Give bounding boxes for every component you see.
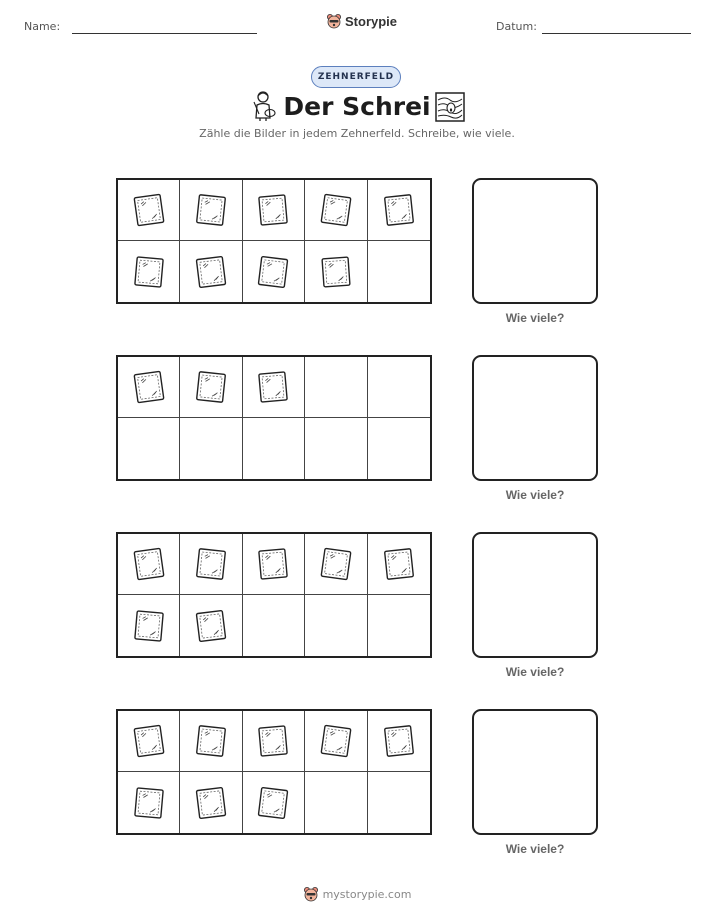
instructions: Zähle die Bilder in jedem Zehnerfeld. Schreibe, wie viele. <box>199 127 515 140</box>
ten-frame-cell <box>243 534 305 595</box>
canvas-icon <box>194 723 228 759</box>
answer-box[interactable] <box>472 355 598 481</box>
ten-frame-cell <box>180 772 242 833</box>
ten-frame-cell <box>180 711 242 772</box>
ten-frame-cell <box>305 357 367 418</box>
canvas-icon <box>194 369 228 405</box>
bear-mascot-icon <box>303 886 319 902</box>
ten-frame-cell <box>305 418 367 479</box>
ten-frame-cell <box>368 180 430 241</box>
canvas-icon <box>256 723 290 759</box>
ten-frame-cell <box>243 711 305 772</box>
ten-frame-cell <box>118 357 180 418</box>
canvas-icon <box>132 608 166 644</box>
canvas-icon <box>256 254 290 290</box>
canvas-icon <box>132 192 166 228</box>
date-label: Datum: <box>496 20 537 33</box>
canvas-icon <box>256 546 290 582</box>
ten-frame-cell <box>180 595 242 656</box>
canvas-icon <box>319 546 353 582</box>
bear-mascot-icon <box>326 13 342 29</box>
canvas-icon <box>132 546 166 582</box>
canvas-icon <box>319 254 353 290</box>
ten-frame-cell <box>243 418 305 479</box>
scream-painting-icon <box>435 92 465 122</box>
count-prompt: Wie viele? <box>505 665 565 679</box>
ten-frame-cell <box>305 534 367 595</box>
ten-frame-cell <box>118 241 180 302</box>
ten-frame-cell <box>368 418 430 479</box>
canvas-icon <box>194 546 228 582</box>
canvas-icon <box>256 369 290 405</box>
worksheet-type-badge: ZEHNERFELD <box>311 66 401 88</box>
ten-frame-cell <box>118 180 180 241</box>
ten-frame <box>116 355 432 481</box>
answer-box[interactable] <box>472 709 598 835</box>
canvas-icon <box>382 192 416 228</box>
ten-frame <box>116 709 432 835</box>
worksheet-title: Der Schrei <box>283 92 431 121</box>
ten-frame-cell <box>243 595 305 656</box>
count-prompt: Wie viele? <box>505 842 565 856</box>
ten-frame-cell <box>368 595 430 656</box>
ten-frame-cell <box>305 595 367 656</box>
ten-frame-cell <box>180 180 242 241</box>
ten-frame-cell <box>305 180 367 241</box>
ten-frame-cell <box>118 772 180 833</box>
canvas-icon <box>194 608 228 644</box>
ten-frame-cell <box>180 357 242 418</box>
storypie-logo <box>326 13 397 29</box>
ten-frame-cell <box>368 241 430 302</box>
canvas-icon <box>256 192 290 228</box>
ten-frame-cell <box>180 534 242 595</box>
brand-name: Storypie <box>345 13 398 29</box>
canvas-icon <box>382 546 416 582</box>
ten-frame <box>116 178 432 304</box>
ten-frame-cell <box>368 772 430 833</box>
painter-icon <box>250 90 276 122</box>
ten-frame-cell <box>243 357 305 418</box>
canvas-icon <box>132 785 166 821</box>
canvas-icon <box>382 723 416 759</box>
ten-frame-cell <box>305 241 367 302</box>
canvas-icon <box>194 192 228 228</box>
footer <box>0 886 714 902</box>
canvas-icon <box>194 785 228 821</box>
canvas-icon <box>132 369 166 405</box>
name-label: Name: <box>24 20 61 33</box>
count-prompt: Wie viele? <box>505 488 565 502</box>
ten-frame-cell <box>118 595 180 656</box>
ten-frame-cell <box>368 711 430 772</box>
name-line[interactable] <box>72 33 257 34</box>
ten-frame-cell <box>243 180 305 241</box>
count-prompt: Wie viele? <box>505 311 565 325</box>
canvas-icon <box>319 723 353 759</box>
answer-box[interactable] <box>472 178 598 304</box>
ten-frame-cell <box>243 772 305 833</box>
canvas-icon <box>319 192 353 228</box>
ten-frame-cell <box>118 534 180 595</box>
answer-box[interactable] <box>472 532 598 658</box>
footer-url: mystorypie.com <box>322 887 412 901</box>
ten-frame-cell <box>180 418 242 479</box>
ten-frame-cell <box>368 357 430 418</box>
ten-frame-cell <box>118 711 180 772</box>
ten-frame-cell <box>305 711 367 772</box>
ten-frame <box>116 532 432 658</box>
ten-frame-cell <box>118 418 180 479</box>
ten-frame-cell <box>180 241 242 302</box>
canvas-icon <box>132 723 166 759</box>
ten-frame-cell <box>305 772 367 833</box>
ten-frame-cell <box>243 241 305 302</box>
canvas-icon <box>132 254 166 290</box>
canvas-icon <box>194 254 228 290</box>
ten-frame-cell <box>368 534 430 595</box>
date-line[interactable] <box>542 33 691 34</box>
canvas-icon <box>256 785 290 821</box>
